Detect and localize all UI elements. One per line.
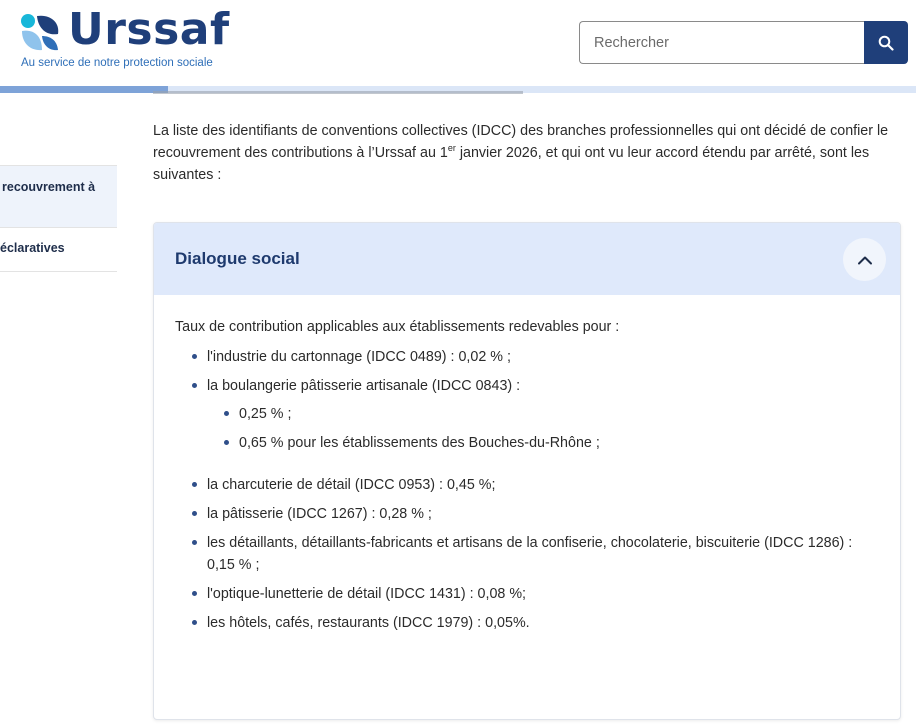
list-item: les hôtels, cafés, restaurants (IDCC 1979) : 0,05%. — [175, 612, 879, 634]
list-item: les détaillants, détaillants-fabricants et artisans de la confiserie, chocolaterie, biscuiterie (IDCC 1286) : 0,15 % ; — [175, 532, 879, 576]
scrolled-text-remnant — [153, 86, 553, 94]
chevron-up-icon — [857, 255, 873, 265]
sidebar-item-declaratives[interactable] — [0, 228, 117, 272]
site-header — [0, 0, 916, 86]
intro-paragraph: La liste des identifiants de conventions collectives (IDCC) des branches professionnelles qui ont décidé de confier le recouvrement des contributions à l’Urssaf au 1er janvier 2026, et qui ont vu leur accord étendu par arrêté, sont les suivantes : — [153, 123, 889, 183]
accordion-toggle-button[interactable] — [843, 238, 886, 281]
list-item: l'optique-lunetterie de détail (IDCC 1431) : 0,08 %; — [175, 583, 879, 605]
logo-mark-icon — [20, 12, 60, 52]
search-button[interactable] — [864, 21, 908, 64]
logo-tagline: Au service de notre protection sociale — [21, 57, 213, 69]
logo-wordmark: Urssaf — [68, 4, 230, 55]
accordion-lead-text: Taux de contribution applicables aux établissements redevables pour : — [175, 319, 620, 335]
sidebar-item-label: recouvrement à — [2, 180, 96, 194]
accordion-title: Dialogue social — [175, 249, 300, 268]
sub-list-item: 0,25 % ; — [207, 403, 879, 425]
list-item: la boulangerie pâtisserie artisanale (IDCC 0843) : 0,25 % ; 0,65 % pour les établissements des Bouches-du-Rhône ; — [175, 375, 879, 454]
list-item: la charcuterie de détail (IDCC 0953) : 0,45 %; — [175, 474, 879, 496]
accordion-header[interactable] — [154, 223, 900, 295]
urssaf-logo[interactable] — [20, 4, 240, 74]
accordion-dialogue-social — [153, 222, 901, 720]
sub-list-item: 0,65 % pour les établissements des Bouches-du-Rhône ; — [207, 432, 879, 454]
search-input[interactable] — [579, 21, 866, 64]
list-item: l'industrie du cartonnage (IDCC 0489) : 0,02 % ; — [175, 346, 879, 368]
search-form — [579, 21, 908, 64]
list-item: la pâtisserie (IDCC 1267) : 0,28 % ; — [175, 503, 879, 525]
sidebar-item-label: éclaratives — [0, 241, 65, 255]
sub-rate-list — [207, 403, 879, 454]
search-icon — [878, 35, 894, 51]
header-nav-active-indicator — [0, 86, 168, 93]
sidebar-item-recouvrement[interactable] — [0, 165, 117, 228]
rate-list — [175, 346, 879, 634]
accordion-body — [154, 295, 900, 634]
